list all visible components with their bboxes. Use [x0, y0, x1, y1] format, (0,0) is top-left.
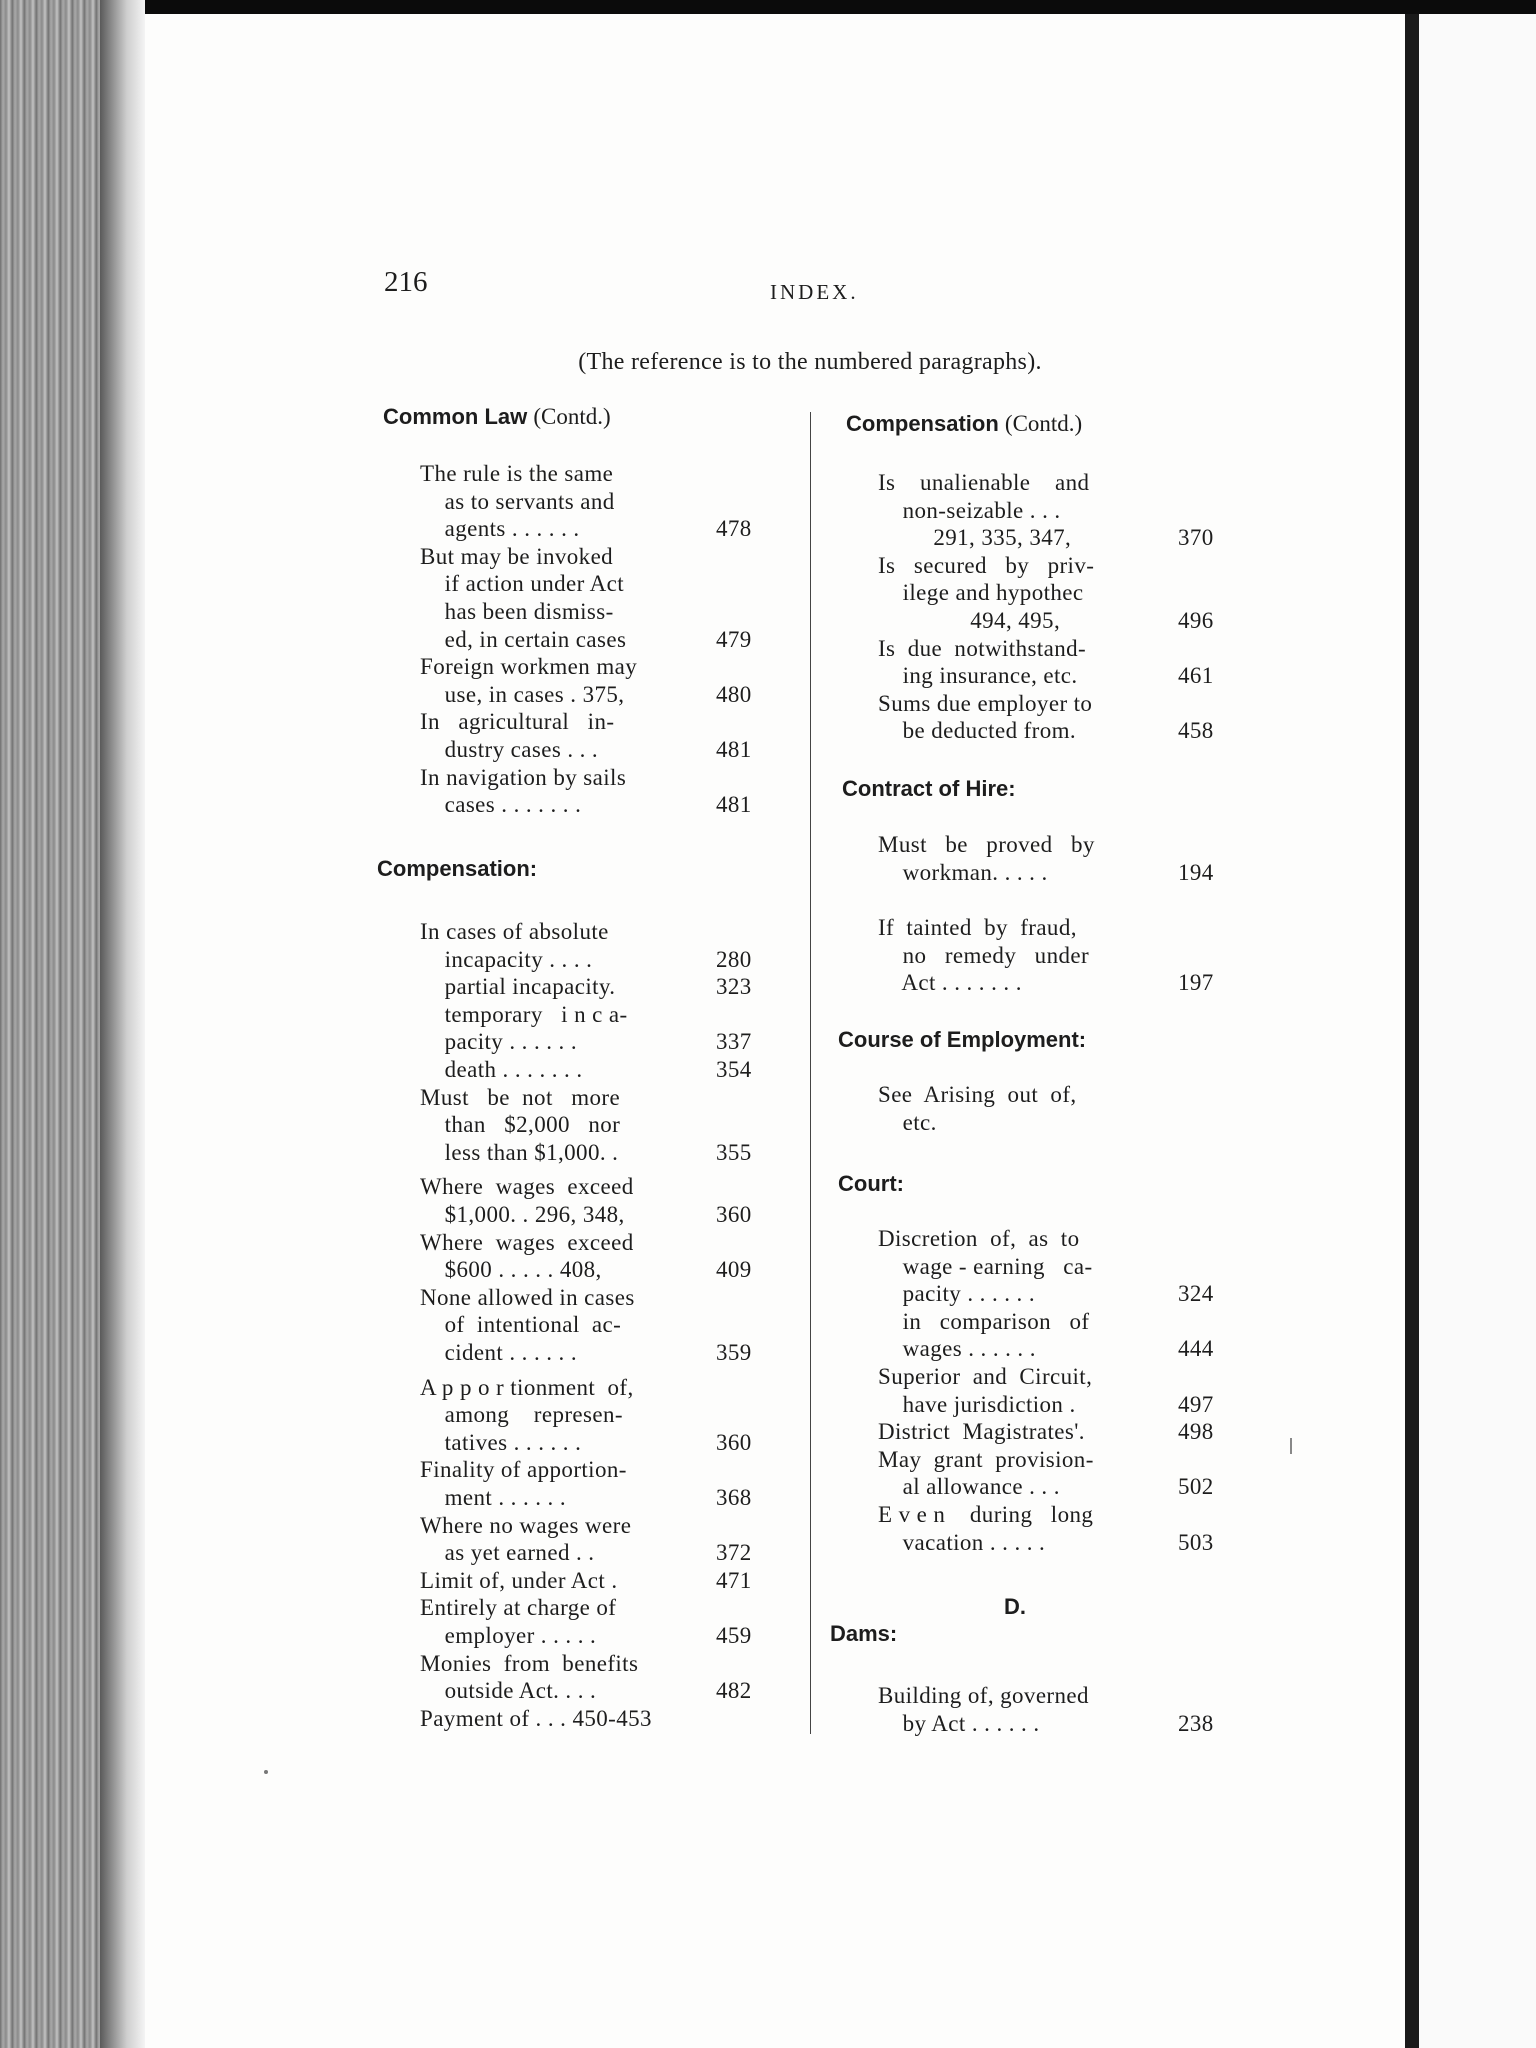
entry-line: workman. . . . .: [878, 859, 1048, 885]
paragraph-reference: 479: [716, 626, 752, 652]
heading-court: Court:: [838, 1171, 904, 1196]
index-entry: [878, 1501, 1214, 1556]
index-entry: [420, 1567, 752, 1595]
index-entry: [878, 1682, 1214, 1737]
entry-line: partial incapacity.: [420, 974, 616, 1000]
entry-line: Limit of, under Act .: [420, 1567, 618, 1593]
entry-line: etc.: [878, 1109, 937, 1135]
entry-line: al allowance . . .: [878, 1474, 1060, 1500]
index-entry: [420, 1594, 752, 1649]
paragraph-reference: 497: [1178, 1391, 1214, 1417]
heading-common-law: [383, 404, 611, 430]
index-entry: [878, 1081, 1168, 1136]
entry-line: less than $1,000. .: [420, 1139, 619, 1165]
paragraph-reference: 368: [716, 1484, 752, 1510]
index-entry: [420, 1229, 752, 1284]
entry-line: 494, 495,: [878, 607, 1061, 633]
entry-line: Is secured by priv-: [878, 552, 1095, 578]
entry-line: employer . . . . .: [420, 1622, 597, 1648]
paragraph-reference: 360: [716, 1201, 752, 1227]
entry-line: Where wages exceed: [420, 1174, 634, 1200]
entry-line: But may be invoked: [420, 543, 614, 569]
paragraph-reference: 409: [716, 1257, 752, 1283]
entry-line: Where wages exceed: [420, 1229, 634, 1255]
scan-right-border: [1405, 14, 1419, 2048]
index-entry: [878, 1225, 1214, 1308]
entry-line: Finality of apportion-: [420, 1457, 627, 1483]
paragraph-reference: 481: [716, 792, 752, 818]
paragraph-reference: 458: [1178, 718, 1214, 744]
adjacent-page-strip: [1419, 14, 1536, 2048]
entry-line: temporary i n c a-: [420, 1001, 628, 1027]
entry-line: if action under Act: [420, 571, 625, 597]
index-entry: [420, 764, 752, 819]
entry-line: has been dismiss-: [420, 598, 614, 624]
index-entry: [878, 914, 1214, 997]
paragraph-reference: 324: [1178, 1281, 1214, 1307]
heading-compensation-contd: [846, 411, 1082, 437]
entry-line: be deducted from.: [878, 718, 1077, 744]
paper-mark: [1290, 1438, 1292, 1454]
paragraph-reference: 197: [1178, 970, 1214, 996]
entry-line: May grant provision-: [878, 1446, 1094, 1472]
paragraph-reference: 337: [716, 1029, 752, 1055]
entry-line: cases . . . . . . .: [420, 792, 582, 818]
entry-line: Foreign workmen may: [420, 654, 638, 680]
entry-line: wage - earning ca-: [878, 1253, 1093, 1279]
entry-line: In cases of absolute: [420, 919, 609, 944]
index-entry: [420, 1650, 752, 1705]
entry-line: ed, in certain cases: [420, 626, 627, 652]
index-entry: [420, 1374, 752, 1457]
entry-line: Must be proved by: [878, 832, 1095, 857]
paragraph-reference: 481: [716, 736, 752, 762]
index-entry: [420, 1056, 752, 1084]
paragraph-reference: 370: [1178, 525, 1214, 551]
paragraph-reference: 480: [716, 681, 752, 707]
entry-line: pacity . . . . . .: [878, 1281, 1035, 1307]
entry-line: 291, 335, 347,: [878, 525, 1072, 551]
index-entry: [420, 708, 752, 763]
entry-line: In navigation by sails: [420, 764, 627, 790]
entry-line: no remedy under: [878, 942, 1090, 968]
entry-line: cident . . . . . .: [420, 1339, 577, 1365]
heading-contract-of-hire: Contract of Hire:: [842, 776, 1016, 801]
entry-line: See Arising out of,: [878, 1082, 1077, 1107]
heading-label: Compensation: [846, 411, 999, 436]
paragraph-reference: 459: [716, 1622, 752, 1648]
index-entry: [420, 653, 752, 708]
entry-line: incapacity . . . .: [420, 946, 593, 972]
entry-line: In agricultural in-: [420, 709, 615, 735]
index-entry: [878, 1363, 1214, 1418]
entry-line: $600 . . . . . 408,: [420, 1257, 602, 1283]
entry-line: non-seizable . . .: [878, 497, 1061, 523]
entry-line: A p p o r tionment of,: [420, 1374, 634, 1400]
entry-line: outside Act. . . .: [420, 1678, 597, 1704]
heading-contd: (Contd.): [533, 404, 611, 429]
running-head: INDEX.: [770, 280, 859, 304]
entry-line: than $2,000 nor: [420, 1112, 621, 1138]
paragraph-reference: 478: [716, 516, 752, 542]
index-entry: [878, 690, 1214, 745]
entry-line: by Act . . . . . .: [878, 1710, 1040, 1736]
entry-line: use, in cases . 375,: [420, 681, 625, 707]
index-entry: [878, 1418, 1214, 1446]
index-entry: [878, 635, 1214, 690]
paragraph-reference: 482: [716, 1678, 752, 1704]
entry-line: among represen-: [420, 1402, 623, 1428]
paragraph-reference: 194: [1178, 859, 1214, 885]
entry-line: have jurisdiction .: [878, 1391, 1076, 1417]
entry-line: The rule is the same: [420, 461, 614, 486]
entry-line: E v e n during long: [878, 1502, 1094, 1527]
entry-line: as yet earned . .: [420, 1540, 595, 1566]
entry-line: vacation . . . . .: [878, 1529, 1046, 1555]
entry-line: of intentional ac-: [420, 1312, 622, 1338]
index-entry: [420, 1456, 752, 1511]
entry-line: None allowed in cases: [420, 1284, 635, 1310]
paragraph-reference: 461: [1178, 663, 1214, 689]
index-entry: [878, 1308, 1214, 1363]
paragraph-reference: 238: [1178, 1710, 1214, 1736]
entry-line: Building of, governed: [878, 1683, 1089, 1708]
index-entry: [420, 1173, 752, 1228]
heading-label: Common Law: [383, 404, 528, 429]
index-entry: [420, 460, 752, 543]
entry-line: death . . . . . . .: [420, 1057, 583, 1082]
entry-line: Payment of . . . 450-453: [420, 1705, 652, 1731]
entry-line: If tainted by fraud,: [878, 915, 1077, 941]
index-entry: [420, 1284, 752, 1367]
index-entry: [878, 469, 1214, 552]
page-number: 216: [384, 266, 428, 298]
entry-line: ment . . . . . .: [420, 1484, 566, 1510]
gutter-shadow: [100, 0, 145, 2048]
index-entry: [420, 918, 752, 973]
index-entry: [878, 831, 1214, 886]
heading-compensation: Compensation:: [377, 856, 538, 881]
paragraph-reference: 359: [716, 1339, 752, 1365]
index-entry: [420, 1705, 706, 1733]
entry-line: in comparison of: [878, 1308, 1090, 1334]
column-divider: [810, 412, 811, 1734]
paragraph-reference: 360: [716, 1429, 752, 1455]
heading-course-of-employment: Course of Employment:: [838, 1027, 1087, 1052]
paragraph-reference: 280: [716, 946, 752, 972]
paragraph-reference: 498: [1178, 1419, 1214, 1445]
paragraph-reference: 503: [1178, 1529, 1214, 1555]
entry-line: District Magistrates'.: [878, 1419, 1085, 1445]
paragraph-reference: 496: [1178, 607, 1214, 633]
scan-top-border: [0, 0, 1536, 14]
paragraph-reference: 355: [716, 1139, 752, 1165]
index-entry: [878, 552, 1214, 635]
entry-line: Is unalienable and: [878, 470, 1090, 495]
entry-line: Act . . . . . . .: [878, 970, 1022, 996]
entry-line: Superior and Circuit,: [878, 1364, 1093, 1389]
paragraph-reference: 372: [716, 1540, 752, 1566]
entry-line: Is due notwithstand-: [878, 635, 1087, 661]
entry-line: dustry cases . . .: [420, 736, 599, 762]
paragraph-reference: 502: [1178, 1474, 1214, 1500]
entry-line: ilege and hypothec: [878, 580, 1084, 606]
entry-line: tatives . . . . . .: [420, 1429, 582, 1455]
entry-line: as to servants and: [420, 488, 615, 514]
entry-line: Sums due employer to: [878, 690, 1093, 716]
index-entry: [420, 543, 752, 653]
paragraph-reference: 444: [1178, 1336, 1214, 1362]
paper-speck: [264, 1770, 268, 1774]
index-entry: [420, 1084, 752, 1167]
entry-line: pacity . . . . . .: [420, 1029, 577, 1055]
paragraph-reference: 323: [716, 974, 752, 1000]
entry-line: Monies from benefits: [420, 1650, 639, 1676]
section-letter-d: D.: [1004, 1594, 1026, 1619]
entry-line: wages . . . . . .: [878, 1336, 1036, 1362]
index-entry: [878, 1446, 1214, 1501]
heading-dams: Dams:: [830, 1621, 898, 1646]
entry-line: Discretion of, as to: [878, 1226, 1080, 1251]
entry-line: Where no wages were: [420, 1512, 632, 1538]
reference-note: (The reference is to the numbered paragraphs).: [578, 349, 1042, 375]
paragraph-reference: 471: [716, 1567, 752, 1593]
entry-line: $1,000. . 296, 348,: [420, 1201, 625, 1227]
paragraph-reference: 354: [716, 1057, 752, 1082]
entry-line: ing insurance, etc.: [878, 663, 1078, 689]
index-entry: [420, 973, 752, 1001]
index-entry: [420, 1512, 752, 1567]
entry-line: Must be not more: [420, 1084, 621, 1110]
entry-line: Entirely at charge of: [420, 1595, 617, 1621]
index-entry: [420, 1001, 752, 1056]
heading-contd: (Contd.): [1004, 411, 1083, 436]
entry-line: agents . . . . . .: [420, 516, 580, 542]
